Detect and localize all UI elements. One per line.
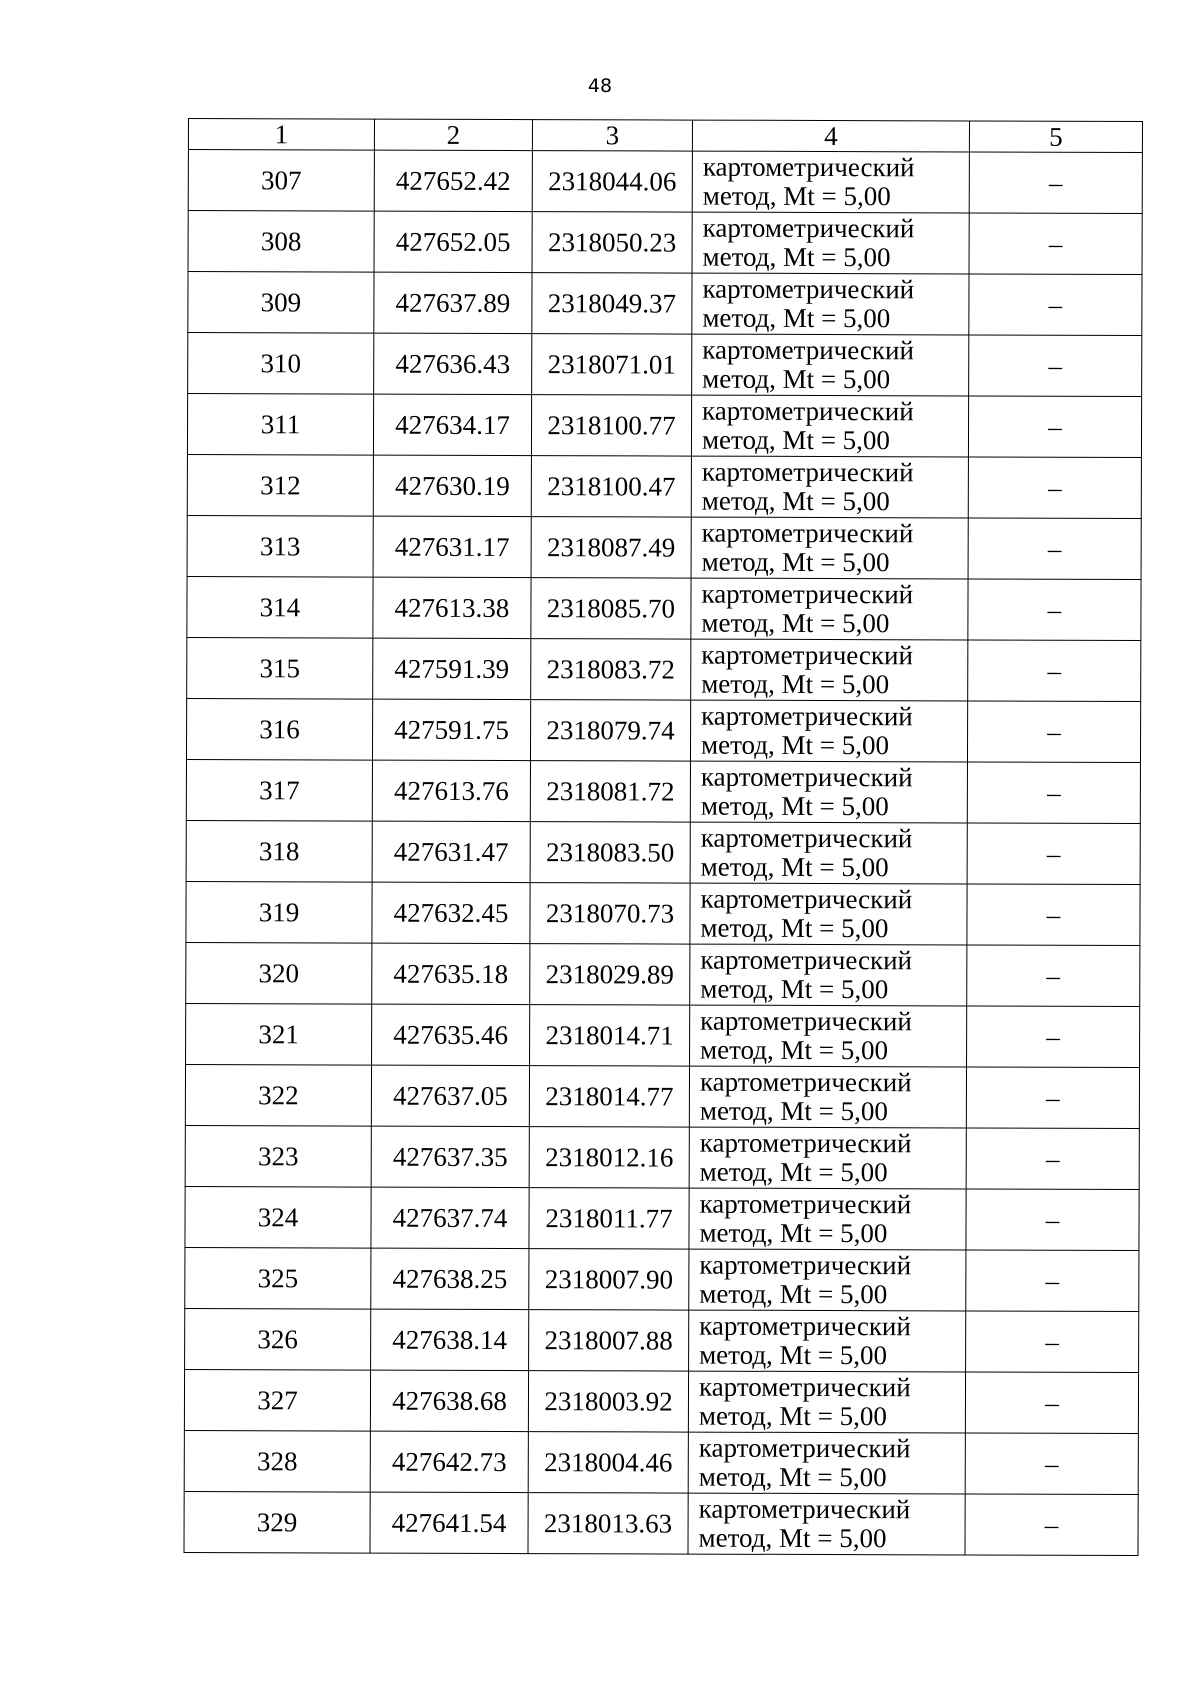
method-cell (688, 1432, 965, 1494)
point-number-cell: 313 (187, 515, 373, 577)
x-coordinate-cell: 427637.35 (371, 1126, 529, 1187)
point-number-cell: 325 (185, 1247, 371, 1309)
note-cell: – (966, 1189, 1139, 1251)
method-text-line: картометрический (702, 212, 915, 244)
note-cell: – (969, 152, 1142, 214)
x-coordinate-cell: 427638.25 (371, 1248, 529, 1309)
y-coordinate-cell: 2318029.89 (530, 944, 690, 1006)
method-text-line: картометрический (700, 944, 913, 976)
y-coordinate-cell: 2318014.71 (530, 1005, 690, 1067)
note-cell: – (966, 1067, 1139, 1129)
table-row (185, 1064, 1139, 1128)
y-coordinate-cell: 2318087.49 (531, 517, 691, 579)
method-text-line: метод, Mt = 5,00 (700, 973, 889, 1005)
note-cell: – (966, 1250, 1139, 1312)
method-cell (691, 517, 968, 579)
method-text-line: метод, Mt = 5,00 (702, 302, 891, 334)
table-row (184, 1491, 1138, 1555)
table-row (187, 637, 1141, 701)
y-coordinate-cell: 2318071.01 (532, 334, 692, 396)
table-row (187, 454, 1141, 518)
column-header-2: 2 (374, 119, 532, 150)
point-number-cell: 315 (187, 637, 373, 699)
method-text-line: картометрический (698, 1432, 911, 1464)
method-text-line: метод, Mt = 5,00 (699, 1339, 888, 1371)
y-coordinate-cell: 2318007.90 (529, 1249, 689, 1311)
method-cell (691, 639, 968, 701)
point-number-cell: 328 (184, 1430, 370, 1492)
method-cell (691, 456, 968, 518)
table-row (186, 820, 1140, 884)
y-coordinate-cell: 2318070.73 (530, 883, 690, 945)
method-cell (690, 883, 967, 945)
method-text-line: картометрический (702, 395, 914, 427)
y-coordinate-cell: 2318003.92 (528, 1371, 688, 1433)
x-coordinate-cell: 427642.73 (370, 1431, 528, 1492)
x-coordinate-cell: 427638.68 (370, 1370, 528, 1431)
y-coordinate-cell: 2318085.70 (531, 578, 691, 640)
method-text-line: метод, Mt = 5,00 (700, 851, 889, 883)
x-coordinate-cell: 427637.05 (371, 1065, 529, 1126)
table-row (184, 1430, 1138, 1494)
method-text-line: метод, Mt = 5,00 (702, 363, 891, 395)
table-row (186, 1003, 1140, 1067)
table-row (186, 698, 1140, 762)
x-coordinate-cell: 427638.14 (371, 1309, 529, 1370)
note-cell: – (965, 1494, 1138, 1556)
table-row (186, 881, 1140, 945)
table-row (184, 1369, 1138, 1433)
method-text-line: метод, Mt = 5,00 (701, 607, 890, 639)
coordinates-table (183, 118, 1143, 1556)
method-cell (691, 578, 968, 640)
note-cell: – (968, 396, 1141, 458)
y-coordinate-cell: 2318049.37 (532, 273, 692, 335)
method-text-line: метод, Mt = 5,00 (698, 1522, 887, 1554)
note-cell: – (968, 640, 1141, 702)
method-cell (688, 1493, 965, 1555)
y-coordinate-cell: 2318050.23 (532, 212, 692, 274)
method-cell (689, 1188, 966, 1250)
table-row (186, 942, 1140, 1006)
x-coordinate-cell: 427637.89 (374, 272, 532, 333)
method-cell (692, 151, 969, 213)
x-coordinate-cell: 427635.18 (372, 943, 530, 1004)
table-row (187, 394, 1141, 458)
note-cell: – (967, 1006, 1140, 1068)
method-cell (689, 1249, 966, 1311)
note-cell: – (968, 457, 1141, 519)
method-text-line: картометрический (701, 456, 914, 488)
method-text-line: картометрический (701, 639, 914, 671)
method-text-line: картометрический (699, 1188, 912, 1220)
note-cell: – (965, 1433, 1138, 1495)
method-cell (689, 1127, 966, 1189)
y-coordinate-cell: 2318100.77 (531, 395, 691, 457)
method-text-line: картометрический (702, 151, 915, 183)
method-text-line: метод, Mt = 5,00 (702, 180, 891, 212)
table-row (185, 1247, 1139, 1311)
method-cell (689, 1066, 966, 1128)
header-row (188, 119, 1142, 153)
x-coordinate-cell: 427637.74 (371, 1187, 529, 1248)
method-text-line: картометрический (700, 1005, 912, 1037)
note-cell: – (967, 701, 1140, 763)
method-text-line: метод, Mt = 5,00 (698, 1400, 887, 1432)
note-cell: – (968, 518, 1141, 580)
x-coordinate-cell: 427613.38 (373, 577, 531, 638)
point-number-cell: 318 (186, 820, 372, 882)
y-coordinate-cell: 2318013.63 (528, 1493, 688, 1555)
x-coordinate-cell: 427636.43 (374, 333, 532, 394)
table-row (185, 1186, 1139, 1250)
point-number-cell: 329 (184, 1491, 370, 1553)
point-number-cell: 324 (185, 1186, 371, 1248)
y-coordinate-cell: 2318044.06 (532, 151, 692, 213)
y-coordinate-cell: 2318004.46 (528, 1432, 688, 1494)
method-cell (688, 1371, 965, 1433)
point-number-cell: 308 (188, 211, 374, 273)
method-text-line: картометрический (701, 517, 914, 549)
method-text-line: картометрический (699, 1127, 912, 1159)
column-header-4: 4 (692, 120, 969, 152)
table-body (184, 150, 1142, 1556)
y-coordinate-cell: 2318081.72 (530, 761, 690, 823)
note-cell: – (967, 945, 1140, 1007)
method-text-line: метод, Mt = 5,00 (699, 1156, 888, 1188)
table-row (188, 333, 1142, 397)
method-cell (692, 212, 969, 274)
table-header (188, 119, 1142, 153)
note-cell: – (969, 213, 1142, 275)
y-coordinate-cell: 2318007.88 (529, 1310, 689, 1372)
point-number-cell: 321 (186, 1003, 372, 1065)
x-coordinate-cell: 427631.47 (372, 821, 530, 882)
x-coordinate-cell: 427634.17 (373, 394, 531, 455)
method-cell (690, 700, 967, 762)
x-coordinate-cell: 427635.46 (372, 1004, 530, 1065)
method-text-line: картометрический (701, 700, 913, 732)
method-text-line: метод, Mt = 5,00 (700, 790, 889, 822)
method-text-line: картометрический (702, 273, 915, 305)
method-text-line: метод, Mt = 5,00 (700, 729, 890, 761)
table-row (188, 272, 1142, 336)
table-row (185, 1125, 1139, 1189)
y-coordinate-cell: 2318012.16 (529, 1127, 689, 1189)
x-coordinate-cell: 427613.76 (372, 760, 530, 821)
method-text-line: картометрический (698, 1371, 911, 1403)
method-text-line: метод, Mt = 5,00 (700, 1034, 889, 1066)
point-number-cell: 314 (187, 576, 373, 638)
point-number-cell: 326 (185, 1308, 371, 1370)
x-coordinate-cell: 427631.17 (373, 516, 531, 577)
point-number-cell: 317 (186, 759, 372, 821)
method-text-line: метод, Mt = 5,00 (702, 241, 891, 273)
method-text-line: картометрический (700, 822, 913, 854)
note-cell: – (966, 1311, 1139, 1373)
method-text-line: метод, Mt = 5,00 (701, 546, 890, 578)
note-cell: – (967, 762, 1140, 824)
x-coordinate-cell: 427591.39 (373, 638, 531, 699)
page-number: 48 (587, 75, 613, 97)
note-cell: – (967, 884, 1140, 946)
method-text-line: картометрический (700, 761, 913, 793)
note-cell: – (969, 335, 1142, 397)
point-number-cell: 311 (187, 394, 373, 456)
method-text-line: картометрический (700, 883, 913, 915)
note-cell: – (969, 274, 1142, 336)
table-row (188, 211, 1142, 275)
x-coordinate-cell: 427652.05 (374, 211, 532, 272)
x-coordinate-cell: 427630.19 (373, 455, 531, 516)
point-number-cell: 322 (185, 1064, 371, 1126)
method-text-line: картометрический (701, 578, 914, 610)
method-text-line: картометрический (699, 1066, 912, 1098)
point-number-cell: 320 (186, 942, 372, 1004)
point-number-cell: 319 (186, 881, 372, 943)
method-text-line: метод, Mt = 5,00 (701, 668, 890, 700)
method-text-line: картометрический (702, 334, 914, 366)
method-text-line: картометрический (699, 1249, 912, 1281)
point-number-cell: 316 (186, 698, 372, 760)
column-header-3: 3 (532, 120, 692, 152)
method-text-line: метод, Mt = 5,00 (700, 912, 889, 944)
table-row (188, 150, 1142, 214)
table-row (186, 759, 1140, 823)
note-cell: – (965, 1372, 1138, 1434)
point-number-cell: 323 (185, 1125, 371, 1187)
y-coordinate-cell: 2318100.47 (531, 456, 691, 518)
note-cell: – (967, 823, 1140, 885)
table-row (185, 1308, 1139, 1372)
x-coordinate-cell: 427641.54 (370, 1492, 528, 1553)
method-cell (690, 761, 967, 823)
point-number-cell: 327 (184, 1369, 370, 1431)
y-coordinate-cell: 2318083.72 (531, 639, 691, 701)
point-number-cell: 307 (188, 150, 374, 212)
note-cell: – (968, 579, 1141, 641)
method-cell (690, 1005, 967, 1067)
x-coordinate-cell: 427652.42 (374, 150, 532, 211)
y-coordinate-cell: 2318014.77 (529, 1066, 689, 1128)
column-header-5: 5 (969, 121, 1142, 153)
method-text-line: метод, Mt = 5,00 (699, 1278, 888, 1310)
table-row (187, 576, 1141, 640)
method-cell (692, 273, 969, 335)
method-cell (690, 822, 967, 884)
method-text-line: метод, Mt = 5,00 (701, 424, 891, 456)
point-number-cell: 309 (188, 272, 374, 334)
method-text-line: метод, Mt = 5,00 (701, 485, 890, 517)
x-coordinate-cell: 427591.75 (372, 699, 530, 760)
table-row (187, 515, 1141, 579)
method-text-line: метод, Mt = 5,00 (699, 1217, 888, 1249)
method-cell (690, 944, 967, 1006)
method-cell (691, 395, 968, 457)
method-cell (692, 334, 969, 396)
y-coordinate-cell: 2318079.74 (530, 700, 690, 762)
y-coordinate-cell: 2318011.77 (529, 1188, 689, 1250)
method-text-line: картометрический (698, 1493, 911, 1525)
column-header-1: 1 (188, 119, 374, 151)
y-coordinate-cell: 2318083.50 (530, 822, 690, 884)
point-number-cell: 310 (188, 333, 374, 395)
x-coordinate-cell: 427632.45 (372, 882, 530, 943)
method-cell (689, 1310, 966, 1372)
method-text-line: метод, Mt = 5,00 (698, 1461, 887, 1493)
method-text-line: картометрический (699, 1310, 911, 1342)
method-text-line: метод, Mt = 5,00 (699, 1095, 888, 1127)
point-number-cell: 312 (187, 454, 373, 516)
note-cell: – (966, 1128, 1139, 1190)
